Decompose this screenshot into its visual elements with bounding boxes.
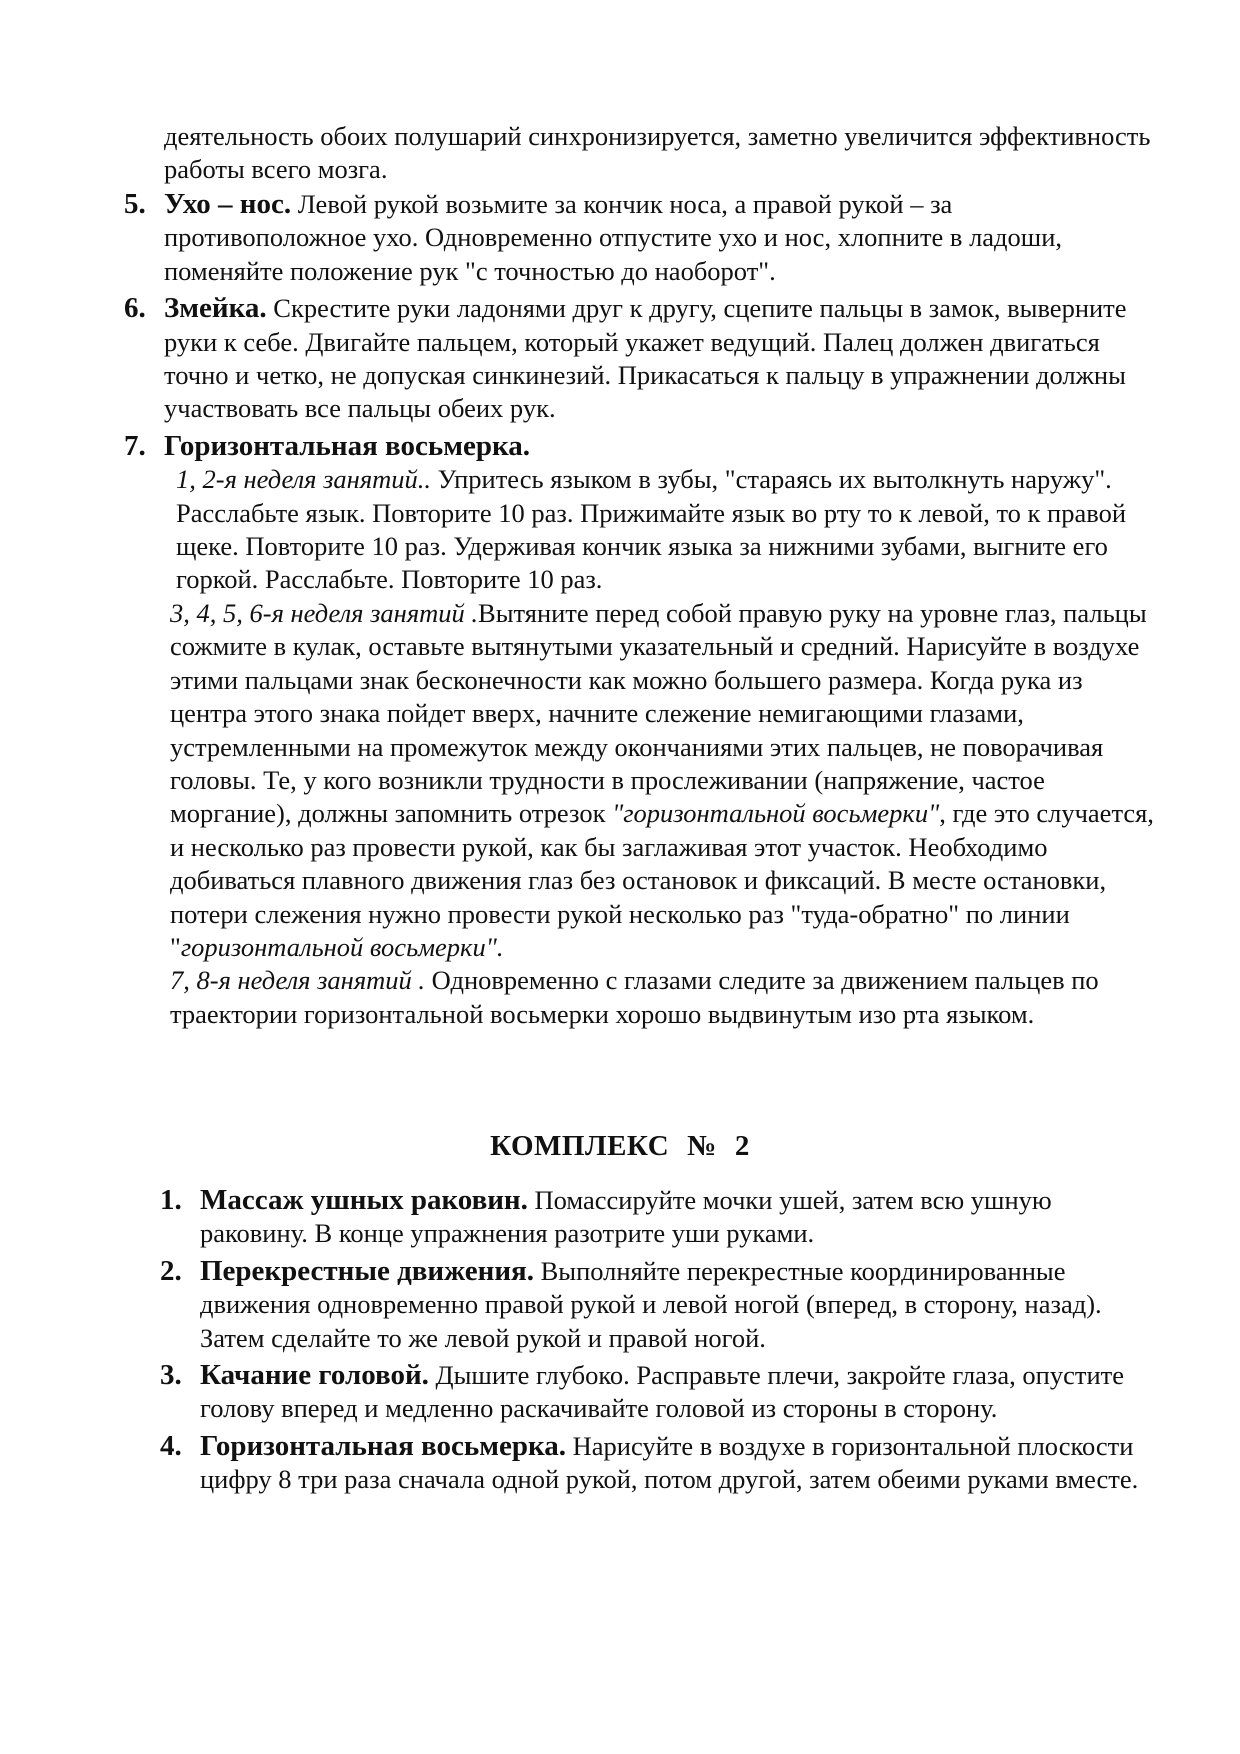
exercise-text: Выполняйте перекрестные координированные движения одновременно правой рукой и левой ногой (вперед, в сторону, назад). Затем сделайте то же левой рукой и правой ногой.: [200, 1255, 1102, 1353]
section-title-num: 2: [734, 1130, 750, 1162]
exercise-title: Горизонтальная восьмерка.: [164, 429, 530, 462]
section-title-complex-2: [0, 1128, 1240, 1164]
exercise-item-cross-movements: [160, 1255, 1160, 1355]
exercise-item-head-swing: [160, 1359, 1160, 1426]
exercise-text: Левой рукой возьмите за кончик носа, а правой рукой – за противоположное ухо. Одновременно отпустите ухо и нос, хлопните в ладоши, поменяйте положение рук "с точностью до наоборот".: [164, 189, 1062, 286]
week-block-3: [164, 964, 1154, 1031]
exercise-item-snake: [124, 292, 1154, 426]
week-italic-phrase: "горизонтальной восьмерки": [612, 798, 940, 829]
exercise-number: 6.: [124, 292, 146, 325]
exercise-text: Помассируйте мочки ушей, затем всю ушную раковину. В конце упражнения разотрите уши руками.: [200, 1185, 1052, 1249]
exercise-text: Дышите глубоко. Расправьте плечи, закройте глаза, опустите голову вперед и медленно раскачивайте головой из стороны в сторону.: [200, 1360, 1124, 1424]
exercise-number: 3.: [160, 1359, 182, 1392]
week-text: Упритесь языком в зубы, "стараясь их вытолкнуть наружу". Расслабьте язык. Повторите 10 раз. Прижимайте язык во рту то к левой, то к правой щеке. Повторите 10 раз. Удерживая кончик языка за нижними зубами, выгните его горкой. Расслабьте. Повторите 10 раз.: [176, 464, 1127, 595]
intro-paragraph: деятельность обоих полушарий синхронизируется, заметно увеличится эффективность работы всего мозга.: [164, 121, 1151, 185]
exercise-number: 1.: [160, 1184, 182, 1216]
exercise-item-ear-nose: [124, 188, 1154, 288]
week-italic-phrase: горизонтальной восьмерки".: [180, 931, 504, 962]
exercise-number: 7.: [124, 429, 146, 462]
exercise-title: Качание головой.: [200, 1359, 429, 1392]
exercise-title: Горизонтальная восьмерка.: [200, 1429, 566, 1462]
exercise-number: 5.: [124, 188, 146, 220]
exercise-title: Массаж ушных раковин.: [200, 1184, 528, 1216]
week-label: 7, 8-я неделя занятий .: [170, 965, 426, 996]
section-title-word: КОМПЛЕКС: [490, 1130, 670, 1162]
week-block-2: [164, 597, 1154, 964]
exercise-item-ear-massage: [160, 1184, 1160, 1251]
exercise-text: Скрестите руки ладонями друг к другу, сцепите пальцы в замок, выверните руки к себе. Двигайте пальцем, который укажет ведущий. Палец должен двигаться точно и четко, не допуская синкинезий. Прикасаться к пальцу в упражнении должны участвовать все пальцы обеих рук.: [164, 293, 1127, 424]
week-label: 1, 2-я неделя занятий..: [176, 464, 432, 495]
exercise-title: Змейка.: [164, 292, 267, 325]
exercise-title: Ухо – нос.: [164, 188, 292, 220]
exercise-number: 2.: [160, 1254, 182, 1287]
week-text: Одновременно с глазами следите за движением пальцев по траектории горизонтальной восьмерки хорошо выдвинутым изо рта языком.: [170, 965, 1099, 1029]
week-text: , где это случается, и несколько раз провести рукой, как бы заглаживая этот участок. Необходимо добиваться плавного движения глаз без остановок и фиксаций. В месте остановки, потери слежения нужно провести рукой несколько раз "туда-обратно" по линии ": [170, 798, 1154, 962]
section-title-no: №: [687, 1130, 717, 1162]
exercise-text: Нарисуйте в воздухе в горизонтальной плоскости цифру 8 три раза сначала одной рукой, потом другой, затем обеими руками вместе.: [200, 1430, 1139, 1495]
exercise-item-horizontal-eight-2: [160, 1430, 1160, 1497]
week-text: Вытяните перед собой правую руку на уровне глаз, пальцы сожмите в кулак, оставьте вытянутыми указательный и средний. Нарисуйте в воздухе этими пальцами знак бесконечности как можно большего размера. Когда рука из центра этого знака пойдет вверх, начните слежение немигающими глазами, устремленными на промежуток между окончаниями этих пальцев, не поворачивая головы. Те, у кого возникли трудности в прослеживании (напряжение, частое моргание), должны запомнить отрезок: [170, 597, 1147, 829]
exercise-number: 4.: [160, 1429, 182, 1462]
exercise-list-complex-2: [160, 1184, 1160, 1501]
week-block-1: [164, 463, 1154, 597]
exercise-list-complex-1: [124, 188, 1154, 1035]
exercise-title: Перекрестные движения.: [200, 1254, 534, 1287]
exercise-item-horizontal-eight: [124, 430, 1154, 1031]
week-label: 3, 4, 5, 6-я неделя занятий .: [170, 597, 479, 628]
